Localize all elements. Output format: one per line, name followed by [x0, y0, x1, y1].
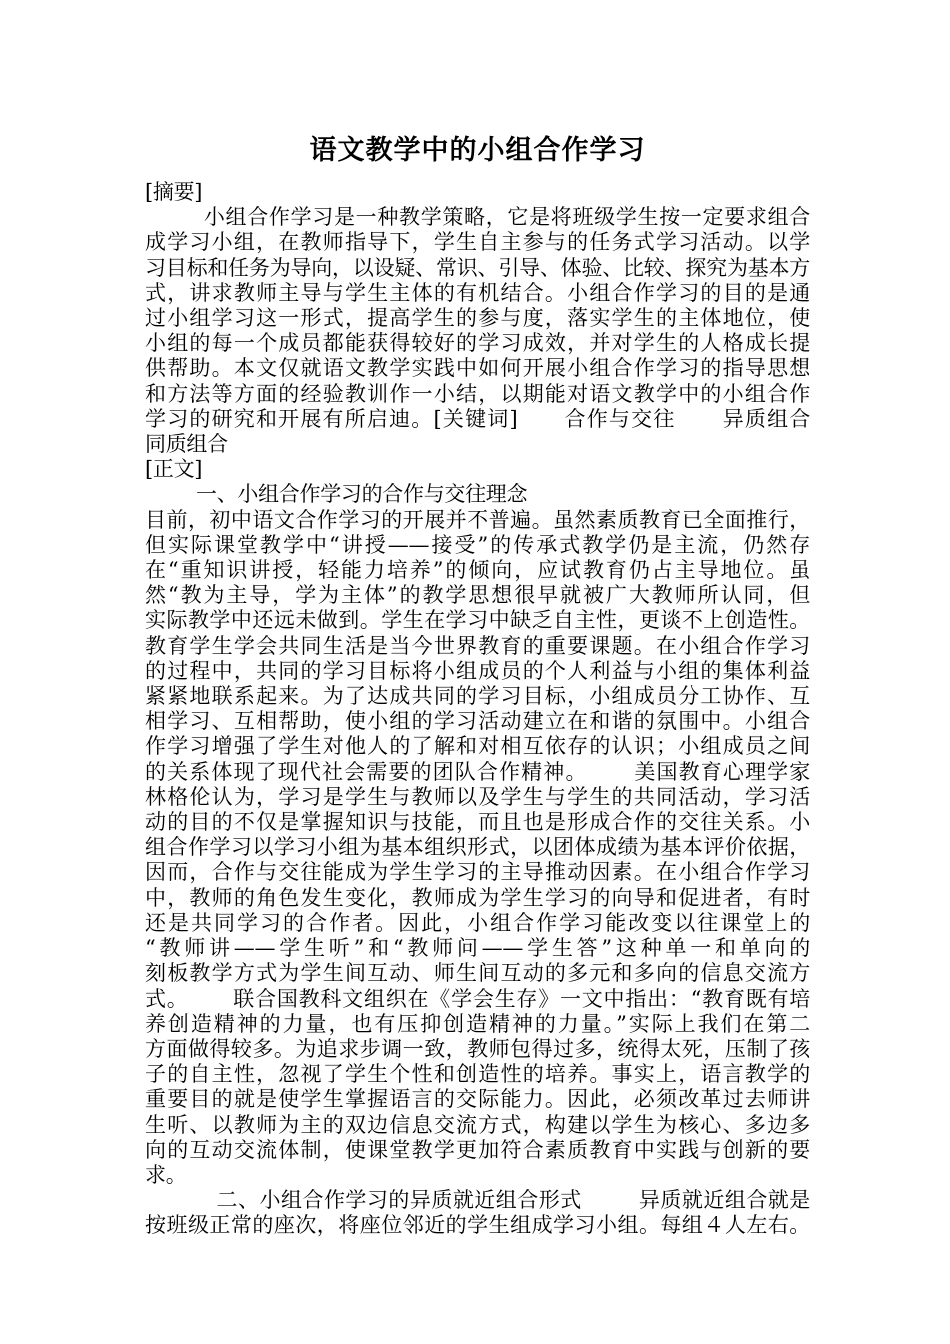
document-title: 语文教学中的小组合作学习: [309, 135, 646, 166]
body-line: 作学习增强了学生对他人的了解和对相互依存的认识；小组成员之间: [145, 734, 810, 759]
body-line: 子的自主性，忽视了学生个性和创造性的培养。事实上，语言教学的: [145, 1062, 810, 1087]
body-line: 向的互动交流体制，使课堂教学更加符合素质教育中实践与创新的要: [145, 1137, 810, 1162]
body-line: 养创造精神的力量，也有压抑创造精神的力量。”实际上我们在第二: [145, 1011, 810, 1036]
body-line: 方面做得较多。为追求步调一致，教师包得过多，统得太死，压制了孩: [145, 1036, 810, 1061]
body-line: 和方法等方面的经验教训作一小结，以期能对语文教学中的小组合作: [145, 381, 810, 406]
body-line: 重要目的就是使学生掌握语言的交际能力。因此，必须改革过去师讲: [145, 1087, 810, 1112]
body-line: 林格伦认为，学习是学生与教师以及学生与学生的共同活动，学习活: [145, 784, 810, 809]
body-line: [摘要]: [145, 180, 203, 204]
body-line: 成学习小组，在教师指导下，学生自主参与的任务式学习活动。以学: [145, 230, 810, 255]
body-line: 紧紧地联系起来。为了达成共同的学习目标，小组成员分工协作、互: [145, 684, 810, 709]
body-line: 但实际课堂教学中“讲授——接受”的传承式教学仍是主流，仍然存: [145, 532, 810, 557]
body-line: “教师讲——学生听”和“教师问——学生答”这种单一和单向的: [145, 936, 810, 961]
body-line: 小组合作学习是一种教学策略，它是将班级学生按一定要求组合: [145, 205, 810, 230]
body-line: 教育学生学会共同生活是当今世界教育的重要课题。在小组合作学习: [145, 633, 810, 658]
body-line: 因而，合作与交往能成为学生学习的主导推动因素。在小组合作学习: [145, 860, 810, 885]
body-line: 的过程中，共同的学习目标将小组成员的个人利益与小组的集体利益: [145, 658, 810, 683]
body-line: 然“教为主导，学为主体”的教学思想很早就被广大教师所认同，但: [145, 583, 810, 608]
body-line: 生听、以教师为主的双边信息交流方式，构建以学生为核心、多边多: [145, 1112, 810, 1137]
body-line: 实际教学中还远未做到。学生在学习中缺乏自主性，更谈不上创造性。: [145, 608, 810, 633]
body-line: 还是共同学习的合作者。因此，小组合作学习能改变以往课堂上的: [145, 910, 810, 935]
body-line: 一、小组合作学习的合作与交往理念: [145, 482, 528, 507]
body-line: 式。 联合国教科文组织在《学会生存》一文中指出：“教育既有培: [145, 986, 810, 1011]
body-line: 小组的每一个成员都能获得较好的学习成效，并对学生的人格成长提: [145, 331, 810, 356]
body-line: 求。: [145, 1162, 187, 1187]
body-line: 相学习、互相帮助，使小组的学习活动建立在和谐的氛围中。小组合: [145, 709, 810, 734]
document-page: [145, 128, 810, 1239]
body-line: 按班级正常的座次，将座位邻近的学生组成学习小组。每组４人左右。: [145, 1213, 810, 1238]
body-line: 供帮助。本文仅就语文教学实践中如何开展小组合作学习的指导思想: [145, 356, 810, 381]
body-line: 过小组学习这一形式，提高学生的参与度，落实学生的主体地位，使: [145, 306, 810, 331]
body-line: 在“重知识讲授，轻能力培养”的倾向，应试教育仍占主导地位。虽: [145, 558, 810, 583]
body-line: [正文]: [145, 457, 203, 482]
body-line: 组合作学习以学习小组为基本组织形式，以团体成绩为基本评价依据，: [145, 835, 810, 860]
body-line: 学习的研究和开展有所启迪。[关键词] 合作与交往 异质组合: [145, 406, 810, 431]
body-line: 的关系体现了现代社会需要的团队合作精神。 美国教育心理学家: [145, 759, 810, 784]
body-line: 动的目的不仅是掌握知识与技能，而且也是形成合作的交往关系。小: [145, 810, 810, 835]
body-line: 同质组合: [145, 432, 228, 457]
body-line: 刻板教学方式为学生间互动、师生间互动的多元和多向的信息交流方: [145, 961, 810, 986]
body-line: 中，教师的角色发生变化，教师成为学生学习的向导和促进者，有时: [145, 885, 810, 910]
body-line: 习目标和任务为导向，以设疑、常识、引导、体验、比较、探究为基本方: [145, 255, 810, 280]
body-line: 目前，初中语文合作学习的开展并不普遍。虽然素质教育已全面推行，: [145, 507, 810, 532]
document-body: [145, 180, 810, 1239]
body-line: 二、小组合作学习的异质就近组合形式 异质就近组合就是: [145, 1188, 810, 1213]
body-line: 式，讲求教师主导与学生主体的有机结合。小组合作学习的目的是通: [145, 280, 810, 305]
